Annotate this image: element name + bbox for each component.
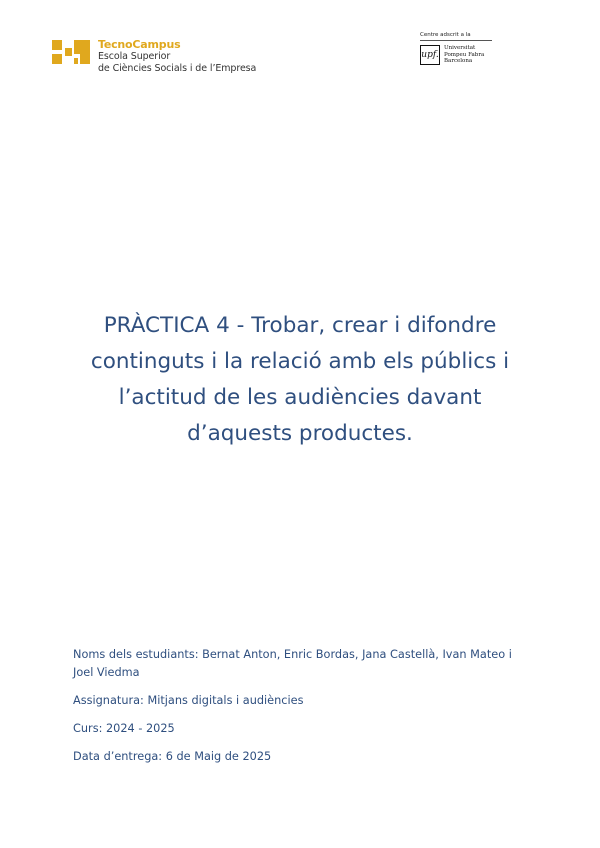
upf-name-line-3: Barcelona xyxy=(444,58,473,65)
upf-name-line-2: Pompeu Fabra xyxy=(444,51,485,58)
title-line-2: continguts i la relació amb els públics i xyxy=(90,349,510,374)
brand-name: TecnoCampus xyxy=(98,38,181,51)
document-title xyxy=(60,308,540,452)
document-details xyxy=(73,646,543,766)
upf-name-line-1: Universitat xyxy=(444,45,476,52)
school-line-2: de Ciències Socials i de l’Empresa xyxy=(98,63,257,74)
upf-logo xyxy=(420,31,492,65)
students-line-2: Joel Viedma xyxy=(73,666,140,679)
delivery-date-line: Data d’entrega: 6 de Maig de 2025 xyxy=(73,750,272,763)
students-line-1: Noms dels estudiants: Bernat Anton, Enric Bordas, Jana Castellà, Ivan Mateo i xyxy=(73,648,512,661)
title-line-3: l’actitud de les audiències davant xyxy=(118,385,482,410)
tecnocampus-logo-mark xyxy=(52,40,90,66)
tecnocampus-logo xyxy=(52,38,256,75)
upf-name xyxy=(444,45,484,65)
title-line-4: d’aquests productes. xyxy=(187,421,413,446)
subject-line: Assignatura: Mitjans digitals i audiències xyxy=(73,694,304,707)
school-line-1: Escola Superior xyxy=(98,51,171,62)
associated-center-label: Centre adscrit a la xyxy=(420,31,492,41)
upf-mark: upf. xyxy=(420,45,440,65)
course-line: Curs: 2024 - 2025 xyxy=(73,722,175,735)
title-line-1: PRÀCTICA 4 - Trobar, crear i difondre xyxy=(103,313,497,338)
